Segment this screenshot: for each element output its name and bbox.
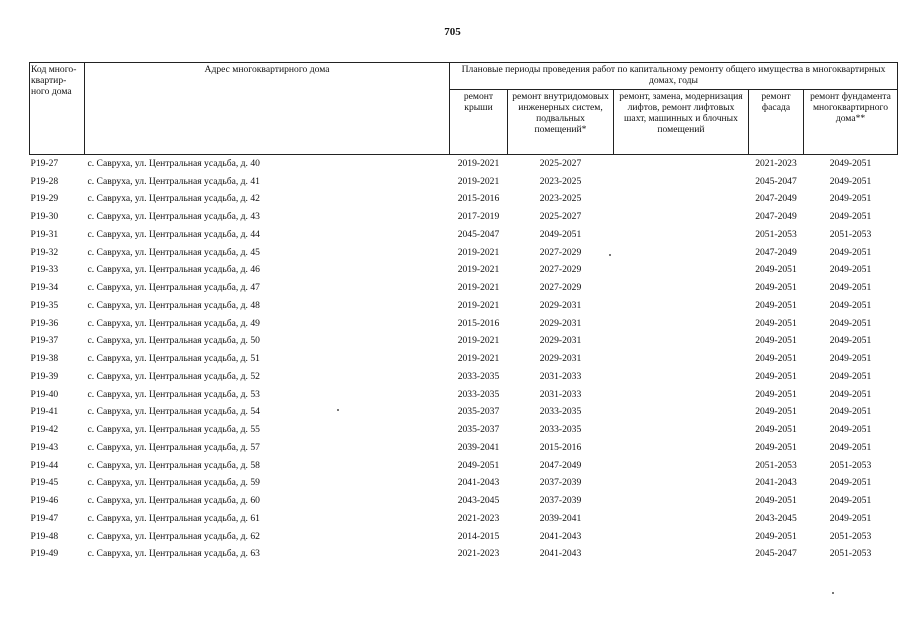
cell-roof: 2015-2016 bbox=[457, 317, 500, 329]
cell-foundation: 2049-2051 bbox=[829, 335, 872, 347]
cell-facade: 2049-2051 bbox=[755, 424, 797, 436]
cell-address: с. Савруха, ул. Центральная усадьба, д. 45 bbox=[87, 246, 260, 258]
table-row bbox=[30, 546, 898, 564]
cell-elevators bbox=[614, 173, 749, 191]
cell-address: с. Савруха, ул. Центральная усадьба, д. 48 bbox=[87, 299, 260, 311]
cell-address: с. Савруха, ул. Центральная усадьба, д. 53 bbox=[87, 388, 260, 400]
cell-elevators bbox=[614, 350, 749, 368]
cell-code: P19-45 bbox=[30, 477, 59, 489]
scan-speck bbox=[337, 409, 339, 411]
cell-elevators bbox=[614, 475, 749, 493]
cell-code: P19-49 bbox=[30, 548, 59, 560]
cell-engineering: 2037-2039 bbox=[539, 477, 582, 489]
header-address: Адрес многоквартирного дома bbox=[85, 63, 450, 155]
cell-foundation: 2049-2051 bbox=[829, 370, 872, 382]
cell-code: P19-41 bbox=[30, 406, 59, 418]
header-periods-title: Плановые периоды проведения работ по капитальному ремонту общего имущества в многоквартирных домах, годы bbox=[450, 63, 898, 90]
cell-elevators bbox=[614, 315, 749, 333]
header-code: Код много-квартир-ного дома bbox=[30, 63, 85, 155]
cell-roof: 2049-2051 bbox=[457, 459, 500, 471]
cell-engineering: 2027-2029 bbox=[539, 282, 582, 294]
cell-address: с. Савруха, ул. Центральная усадьба, д. 44 bbox=[87, 228, 260, 240]
cell-engineering: 2029-2031 bbox=[539, 353, 582, 365]
cell-engineering: 2047-2049 bbox=[539, 459, 582, 471]
cell-address: с. Савруха, ул. Центральная усадьба, д. 59 bbox=[87, 477, 260, 489]
cell-roof: 2019-2021 bbox=[457, 353, 500, 365]
cell-facade: 2047-2049 bbox=[755, 193, 797, 205]
cell-code: P19-30 bbox=[30, 211, 59, 223]
cell-engineering: 2033-2035 bbox=[539, 424, 582, 436]
cell-code: P19-32 bbox=[30, 246, 59, 258]
cell-facade: 2049-2051 bbox=[755, 335, 797, 347]
cell-code: P19-27 bbox=[30, 157, 59, 169]
cell-engineering: 2031-2033 bbox=[539, 370, 582, 382]
cell-foundation: 2051-2053 bbox=[829, 530, 872, 542]
cell-elevators bbox=[614, 244, 749, 262]
cell-roof: 2019-2021 bbox=[457, 175, 500, 187]
table-row bbox=[30, 439, 898, 457]
cell-engineering: 2029-2031 bbox=[539, 299, 582, 311]
table-row bbox=[30, 492, 898, 510]
cell-engineering: 2029-2031 bbox=[539, 317, 582, 329]
capital-repair-table bbox=[29, 62, 898, 563]
cell-address: с. Савруха, ул. Центральная усадьба, д. 43 bbox=[87, 211, 260, 223]
cell-facade: 2045-2047 bbox=[755, 175, 797, 187]
table-row bbox=[30, 333, 898, 351]
cell-facade: 2049-2051 bbox=[755, 299, 797, 311]
header-foundation: ремонт фундамента многоквартирного дома** bbox=[804, 90, 898, 155]
cell-roof: 2035-2037 bbox=[457, 406, 500, 418]
cell-code: P19-39 bbox=[30, 370, 59, 382]
table-row bbox=[30, 315, 898, 333]
cell-foundation: 2049-2051 bbox=[829, 441, 872, 453]
cell-code: P19-38 bbox=[30, 353, 59, 365]
cell-elevators bbox=[614, 457, 749, 475]
cell-engineering: 2025-2027 bbox=[539, 211, 582, 223]
page-number: 705 bbox=[444, 26, 461, 38]
cell-facade: 2049-2051 bbox=[755, 370, 797, 382]
cell-roof: 2015-2016 bbox=[457, 193, 500, 205]
cell-elevators bbox=[614, 386, 749, 404]
cell-roof: 2033-2035 bbox=[457, 388, 500, 400]
cell-address: с. Савруха, ул. Центральная усадьба, д. 50 bbox=[87, 335, 260, 347]
cell-roof: 2019-2021 bbox=[457, 264, 500, 276]
cell-foundation: 2051-2053 bbox=[829, 459, 872, 471]
cell-address: с. Савруха, ул. Центральная усадьба, д. 60 bbox=[87, 495, 260, 507]
cell-address: с. Савруха, ул. Центральная усадьба, д. 55 bbox=[87, 424, 260, 436]
cell-foundation: 2049-2051 bbox=[829, 495, 872, 507]
table-row bbox=[30, 510, 898, 528]
cell-roof: 2014-2015 bbox=[457, 530, 500, 542]
cell-code: P19-34 bbox=[30, 282, 59, 294]
cell-facade: 2047-2049 bbox=[755, 246, 797, 258]
table-header bbox=[30, 63, 898, 155]
cell-roof: 2045-2047 bbox=[457, 228, 500, 240]
cell-elevators bbox=[614, 492, 749, 510]
table-row bbox=[30, 279, 898, 297]
cell-address: с. Савруха, ул. Центральная усадьба, д. 63 bbox=[87, 548, 260, 560]
table-row bbox=[30, 475, 898, 493]
cell-code: P19-47 bbox=[30, 512, 59, 524]
cell-engineering: 2029-2031 bbox=[539, 335, 582, 347]
cell-foundation: 2051-2053 bbox=[829, 548, 872, 560]
cell-roof: 2017-2019 bbox=[457, 211, 500, 223]
cell-foundation: 2049-2051 bbox=[829, 264, 872, 276]
cell-address: с. Савруха, ул. Центральная усадьба, д. 57 bbox=[87, 441, 260, 453]
cell-elevators bbox=[614, 279, 749, 297]
cell-facade: 2051-2053 bbox=[755, 228, 797, 240]
cell-address: с. Савруха, ул. Центральная усадьба, д. 46 bbox=[87, 264, 260, 276]
scan-speck bbox=[609, 254, 611, 256]
cell-foundation: 2049-2051 bbox=[829, 424, 872, 436]
cell-address: с. Савруха, ул. Центральная усадьба, д. 41 bbox=[87, 175, 260, 187]
cell-facade: 2049-2051 bbox=[755, 441, 797, 453]
cell-engineering: 2033-2035 bbox=[539, 406, 582, 418]
cell-facade: 2049-2051 bbox=[755, 264, 797, 276]
header-elevators: ремонт, замена, модернизация лифтов, ремонт лифтовых шахт, машинных и блочных помещений bbox=[614, 90, 749, 155]
cell-code: P19-31 bbox=[30, 228, 59, 240]
cell-facade: 2049-2051 bbox=[755, 406, 797, 418]
cell-roof: 2035-2037 bbox=[457, 424, 500, 436]
cell-address: с. Савруха, ул. Центральная усадьба, д. 51 bbox=[87, 353, 260, 365]
cell-engineering: 2015-2016 bbox=[539, 441, 582, 453]
cell-engineering: 2049-2051 bbox=[539, 228, 582, 240]
cell-facade: 2041-2043 bbox=[755, 477, 797, 489]
table-row bbox=[30, 421, 898, 439]
cell-roof: 2039-2041 bbox=[457, 441, 500, 453]
cell-facade: 2049-2051 bbox=[755, 282, 797, 294]
cell-elevators bbox=[614, 404, 749, 422]
cell-engineering: 2027-2029 bbox=[539, 246, 582, 258]
cell-code: P19-44 bbox=[30, 459, 59, 471]
cell-foundation: 2049-2051 bbox=[829, 211, 872, 223]
cell-code: P19-43 bbox=[30, 441, 59, 453]
cell-facade: 2049-2051 bbox=[755, 388, 797, 400]
cell-engineering: 2023-2025 bbox=[539, 193, 582, 205]
cell-elevators bbox=[614, 155, 749, 173]
table-row bbox=[30, 368, 898, 386]
cell-code: P19-46 bbox=[30, 495, 59, 507]
cell-code: P19-40 bbox=[30, 388, 59, 400]
table-body bbox=[30, 155, 898, 564]
table-row bbox=[30, 262, 898, 280]
cell-engineering: 2025-2027 bbox=[539, 157, 582, 169]
cell-code: P19-35 bbox=[30, 299, 59, 311]
cell-roof: 2019-2021 bbox=[457, 246, 500, 258]
cell-roof: 2019-2021 bbox=[457, 335, 500, 347]
cell-facade: 2043-2045 bbox=[755, 512, 797, 524]
cell-foundation: 2049-2051 bbox=[829, 246, 872, 258]
table-row bbox=[30, 155, 898, 173]
cell-foundation: 2049-2051 bbox=[829, 282, 872, 294]
cell-facade: 2049-2051 bbox=[755, 495, 797, 507]
cell-code: P19-42 bbox=[30, 424, 59, 436]
cell-engineering: 2023-2025 bbox=[539, 175, 582, 187]
cell-roof: 2021-2023 bbox=[457, 512, 500, 524]
cell-elevators bbox=[614, 439, 749, 457]
cell-code: P19-28 bbox=[30, 175, 59, 187]
scan-speck bbox=[832, 592, 834, 594]
cell-roof: 2021-2023 bbox=[457, 548, 500, 560]
cell-address: с. Савруха, ул. Центральная усадьба, д. 52 bbox=[87, 370, 260, 382]
cell-roof: 2019-2021 bbox=[457, 282, 500, 294]
cell-elevators bbox=[614, 528, 749, 546]
cell-foundation: 2049-2051 bbox=[829, 299, 872, 311]
table-row bbox=[30, 191, 898, 209]
cell-engineering: 2027-2029 bbox=[539, 264, 582, 276]
cell-facade: 2021-2023 bbox=[755, 157, 797, 169]
cell-address: с. Савруха, ул. Центральная усадьба, д. 49 bbox=[87, 317, 260, 329]
cell-elevators bbox=[614, 510, 749, 528]
cell-foundation: 2049-2051 bbox=[829, 477, 872, 489]
cell-address: с. Савруха, ул. Центральная усадьба, д. 42 bbox=[87, 193, 260, 205]
cell-elevators bbox=[614, 368, 749, 386]
cell-engineering: 2039-2041 bbox=[539, 512, 582, 524]
table-row bbox=[30, 244, 898, 262]
cell-elevators bbox=[614, 226, 749, 244]
cell-engineering: 2031-2033 bbox=[539, 388, 582, 400]
cell-elevators bbox=[614, 208, 749, 226]
cell-engineering: 2041-2043 bbox=[539, 548, 582, 560]
table-row bbox=[30, 173, 898, 191]
cell-facade: 2049-2051 bbox=[755, 530, 797, 542]
cell-foundation: 2049-2051 bbox=[829, 317, 872, 329]
cell-elevators bbox=[614, 546, 749, 564]
table-row bbox=[30, 386, 898, 404]
cell-elevators bbox=[614, 191, 749, 209]
cell-address: с. Савруха, ул. Центральная усадьба, д. 54 bbox=[87, 406, 260, 418]
cell-roof: 2033-2035 bbox=[457, 370, 500, 382]
cell-facade: 2047-2049 bbox=[755, 211, 797, 223]
cell-roof: 2041-2043 bbox=[457, 477, 500, 489]
cell-foundation: 2049-2051 bbox=[829, 193, 872, 205]
table-row bbox=[30, 208, 898, 226]
cell-facade: 2049-2051 bbox=[755, 353, 797, 365]
cell-elevators bbox=[614, 297, 749, 315]
cell-address: с. Савруха, ул. Центральная усадьба, д. 40 bbox=[87, 157, 260, 169]
table-row bbox=[30, 457, 898, 475]
cell-elevators bbox=[614, 262, 749, 280]
cell-facade: 2049-2051 bbox=[755, 317, 797, 329]
cell-facade: 2051-2053 bbox=[755, 459, 797, 471]
table-row bbox=[30, 528, 898, 546]
table-row bbox=[30, 226, 898, 244]
cell-address: с. Савруха, ул. Центральная усадьба, д. 47 bbox=[87, 282, 260, 294]
cell-roof: 2019-2021 bbox=[457, 157, 500, 169]
cell-elevators bbox=[614, 333, 749, 351]
cell-engineering: 2041-2043 bbox=[539, 530, 582, 542]
cell-foundation: 2049-2051 bbox=[829, 175, 872, 187]
header-facade: ремонт фасада bbox=[749, 90, 804, 155]
cell-roof: 2043-2045 bbox=[457, 495, 500, 507]
table-row bbox=[30, 404, 898, 422]
cell-elevators bbox=[614, 421, 749, 439]
cell-code: P19-37 bbox=[30, 335, 59, 347]
header-roof: ремонт крыши bbox=[450, 90, 508, 155]
cell-foundation: 2049-2051 bbox=[829, 353, 872, 365]
cell-foundation: 2051-2053 bbox=[829, 228, 872, 240]
table-row bbox=[30, 350, 898, 368]
cell-engineering: 2037-2039 bbox=[539, 495, 582, 507]
cell-foundation: 2049-2051 bbox=[829, 388, 872, 400]
cell-code: P19-48 bbox=[30, 530, 59, 542]
cell-foundation: 2049-2051 bbox=[829, 512, 872, 524]
cell-foundation: 2049-2051 bbox=[829, 157, 872, 169]
cell-roof: 2019-2021 bbox=[457, 299, 500, 311]
cell-code: P19-33 bbox=[30, 264, 59, 276]
cell-code: P19-29 bbox=[30, 193, 59, 205]
table-row bbox=[30, 297, 898, 315]
cell-address: с. Савруха, ул. Центральная усадьба, д. 61 bbox=[87, 512, 260, 524]
cell-facade: 2045-2047 bbox=[755, 548, 797, 560]
cell-code: P19-36 bbox=[30, 317, 59, 329]
cell-address: с. Савруха, ул. Центральная усадьба, д. 62 bbox=[87, 530, 260, 542]
cell-foundation: 2049-2051 bbox=[829, 406, 872, 418]
cell-address: с. Савруха, ул. Центральная усадьба, д. 58 bbox=[87, 459, 260, 471]
header-engineering: ремонт внутридомовых инженерных систем, подвальных помещений* bbox=[508, 90, 614, 155]
